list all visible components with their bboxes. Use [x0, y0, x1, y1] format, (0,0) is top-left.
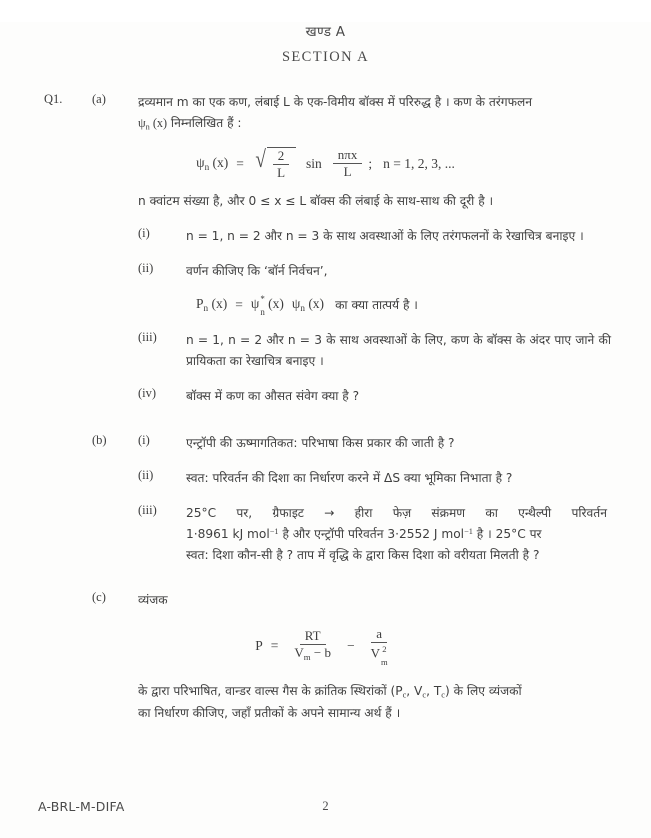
enthalpy-value: 1·8961 kJ mol: [186, 526, 270, 541]
vdw-first-term: [289, 629, 336, 663]
item-label-i: (i): [138, 225, 150, 240]
b-item-iii-line2-tail: है । 25°C पर: [476, 526, 542, 541]
critical-volume-sub: c: [422, 690, 427, 700]
entropy-unit-exponent: −1: [464, 526, 473, 536]
vdw-equals: =: [270, 637, 279, 653]
vdw-pressure-symbol: P: [255, 637, 263, 653]
part-a-item-iii: [0, 330, 651, 372]
sin-operator: sin: [306, 155, 322, 171]
entropy-text: है और एन्ट्रॉपी परिवर्तन 3·2552 J mol: [282, 526, 465, 541]
born-psi: $\psi_n$ (x): [291, 296, 325, 314]
wavefunction-formula: [0, 147, 651, 181]
vdw-first-denominator: $V_m - b$: [294, 645, 332, 663]
b-item-iii-line2: [186, 524, 607, 545]
part-a-stem: [138, 92, 651, 135]
item-label-iv: (iv): [138, 385, 157, 400]
b-item-iii-line3: स्वत: दिशा कौन-सी है ? ताप में वृद्धि के द्वारा किस दिशा को वरीयता मिलती है ?: [186, 547, 540, 562]
critical-pressure-sub: c: [402, 690, 407, 700]
critical-temperature-sub: c: [441, 690, 445, 700]
vdw-second-term: [366, 627, 393, 666]
part-c-closing-line2: का निर्धारण कीजिए, जहाँ प्रतीकों के अपने सामान्य अर्थ हैं ।: [138, 706, 401, 721]
sine-numerator: nπx: [333, 148, 363, 165]
part-a-note: n क्वांटम संख्या है, और 0 ≤ x ≤ L बॉक्स की लंबाई के साथ-साथ की दूरी है ।: [138, 193, 494, 208]
part-label-b: (b): [92, 432, 107, 447]
enthalpy-unit-exponent: −1: [269, 526, 279, 536]
formula-lhs: $\psi_n$ (x): [196, 155, 229, 173]
item-ii-text: वर्णन कीजिए कि ‘बॉर्न निर्वचन’,: [186, 263, 328, 278]
page-footer: [0, 799, 651, 814]
item-iv-text: बॉक्स में कण का औसत संवेग क्या है ?: [186, 388, 360, 403]
part-a-note-row: [0, 191, 651, 212]
vdw-minus: −: [347, 637, 355, 653]
question-1-part-b-item-ii: [0, 468, 651, 489]
b-item-iii-text: [186, 503, 651, 566]
page-number: 2: [322, 799, 329, 813]
b-item-label-i: (i): [138, 432, 150, 447]
sqrt-group: [254, 147, 296, 181]
part-c-closing-line1: [138, 681, 607, 703]
born-lhs: $P_n$ (x): [196, 296, 228, 314]
question-1: [0, 92, 651, 724]
item-label-iii: (iii): [138, 329, 157, 344]
sine-denominator: L: [343, 164, 352, 180]
vdw-second-numerator: a: [371, 627, 387, 644]
sine-argument-fraction: [333, 148, 363, 180]
b-item-iii-line1: 25°C पर, ग्रैफाइट → हीरा फेज़ संक्रमण का एन्थैल्पी परिवर्तन: [186, 505, 607, 520]
question-number: Q1.: [44, 92, 63, 106]
part-a-stem-line2: $\psi_n$ (x) निम्नलिखित हैं :: [138, 115, 242, 132]
section-heading-english: SECTION A: [281, 49, 370, 65]
paper-code: A-BRL-M-DIFA: [38, 799, 125, 814]
question-1-part-c: [0, 590, 651, 611]
b-item-label-ii: (ii): [138, 467, 154, 482]
exam-page: [0, 22, 651, 838]
part-label-a: (a): [92, 92, 106, 106]
part-a-item-i: [0, 226, 651, 247]
item-iii-text: n = 1, n = 2 और n = 3 के साथ अवस्थाओं के लिए, कण के बॉक्स के अंदर पाए जाने की प्रायिकता का रेखाचित्र बनाइए ।: [186, 332, 611, 368]
radical-icon: √: [255, 146, 266, 173]
formula-series: n = 1, 2, 3, ...: [383, 155, 455, 171]
question-1-part-b-item-iii: [0, 503, 651, 566]
item-i-text: n = 1, n = 2 और n = 3 के साथ अवस्थाओं के लिए तरंगफलनों के रेखाचित्र बनाइए ।: [186, 228, 584, 243]
part-c-intro: व्यंजक: [138, 592, 168, 607]
b-item-i-text: एन्ट्रॉपी की ऊष्मागतिकत: परिभाषा किस प्रकार की जाती है ?: [186, 435, 455, 450]
van-der-waals-formula: [0, 627, 651, 666]
formula-equals: =: [236, 155, 244, 171]
part-a-stem-line2-tail: निम्नलिखित हैं :: [170, 115, 242, 130]
closing-text-a: के द्वारा परिभाषित, वान्डर वाल्स गैस के क्रांतिक स्थिरांकों (P: [138, 684, 403, 699]
sqrt-fraction: [272, 149, 290, 181]
closing-text-d: ) के लिए व्यंजकों: [444, 684, 522, 699]
question-1-part-a: [0, 92, 651, 135]
part-label-c: (c): [92, 589, 106, 604]
b-item-ii-text: स्वत: परिवर्तन की दिशा का निर्धारण करने में ΔS क्या भूमिका निभाता है ?: [186, 470, 513, 485]
born-equals: =: [235, 296, 243, 312]
part-a-item-ii: [0, 261, 651, 282]
part-a-item-iv: [0, 386, 651, 407]
born-interpretation-formula: [0, 294, 651, 316]
sqrt-denominator: L: [277, 165, 286, 181]
part-a-stem-line1: द्रव्यमान m का एक कण, लंबाई L के एक-विमीय बॉक्स में परिरुद्ध है । कण के तरंगफलन: [138, 95, 533, 109]
born-psi-conjugate: ψ * n (x): [250, 293, 284, 317]
vdw-first-numerator: RT: [300, 629, 326, 646]
formula-separator: ;: [368, 155, 373, 171]
item-label-ii: (ii): [138, 260, 154, 275]
question-1-part-b-item-i: [0, 433, 651, 454]
b-item-label-iii: (iii): [138, 502, 157, 517]
closing-text-c: , T: [426, 684, 442, 699]
part-c-closing: [138, 681, 651, 724]
born-tail-text: का क्या तात्पर्य है ।: [335, 298, 418, 313]
closing-text-b: , V: [406, 684, 423, 699]
part-c-closing-row: [0, 681, 651, 724]
section-heading: [0, 22, 651, 66]
section-heading-hindi: खण्ड A: [305, 24, 346, 40]
vdw-second-denominator: V 2 m: [370, 644, 388, 667]
sqrt-numerator: 2: [273, 149, 290, 166]
